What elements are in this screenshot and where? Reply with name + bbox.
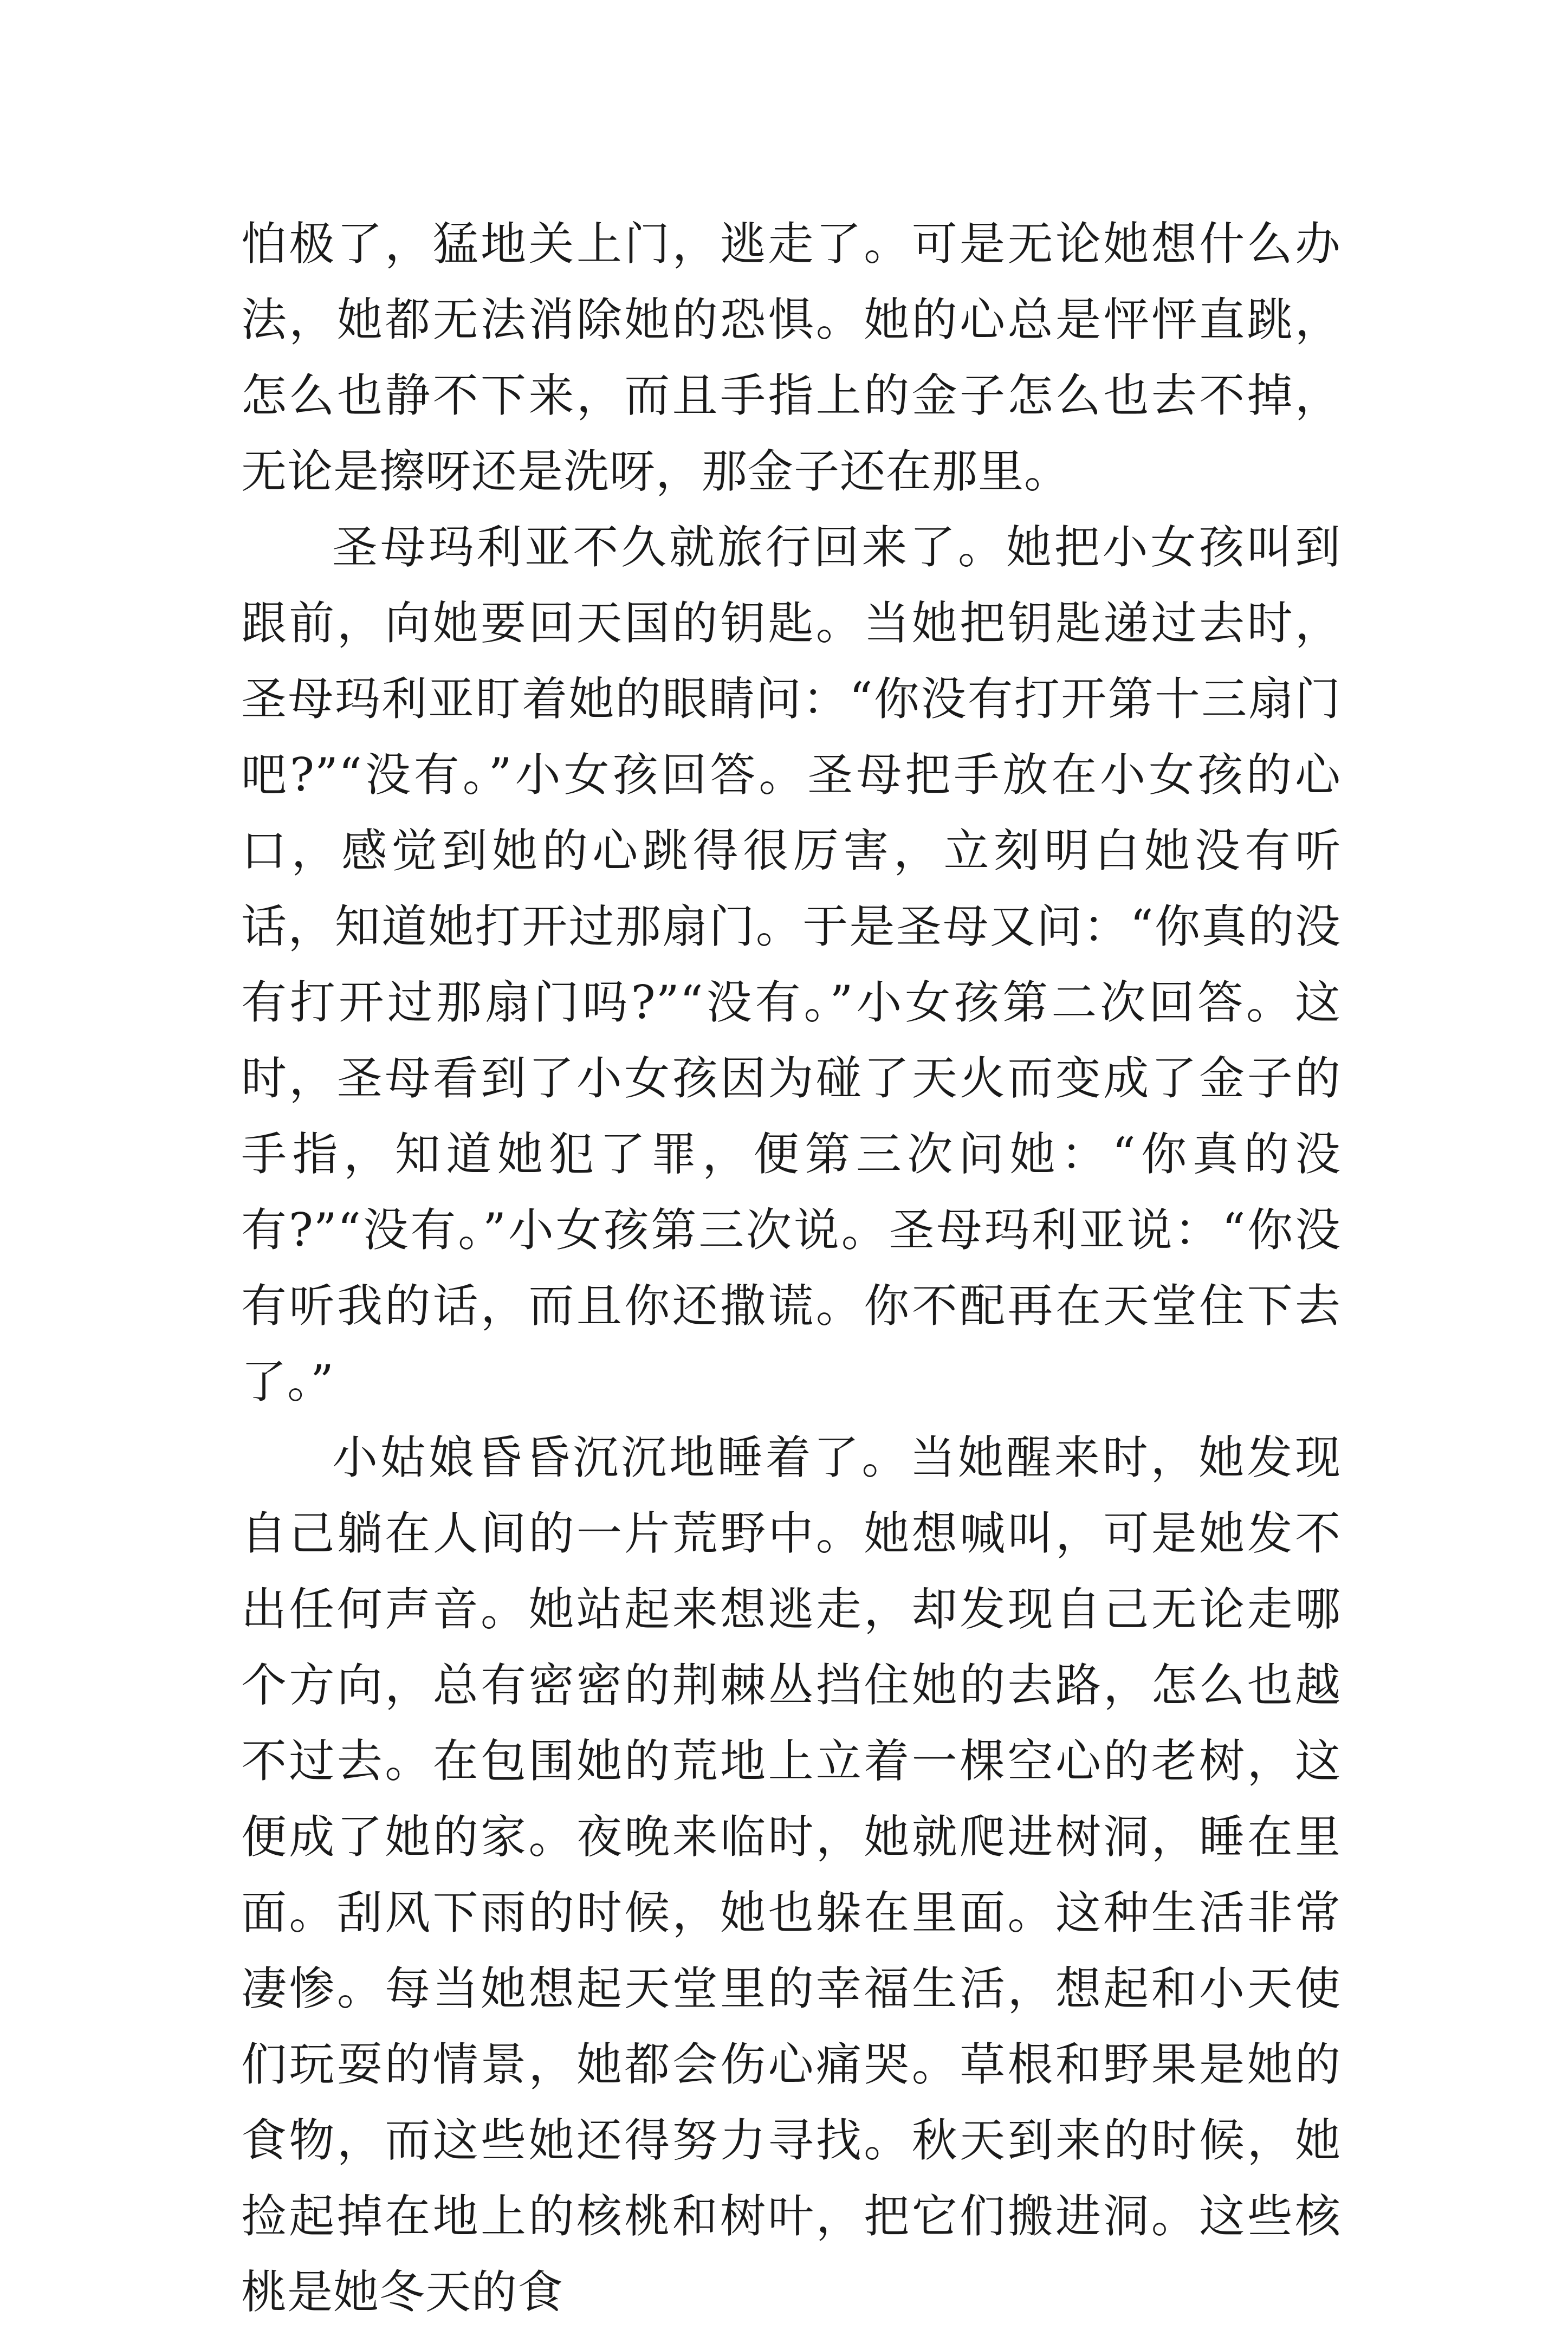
paragraph-1: 怕极了，猛地关上门，逃走了。可是无论她想什么办法，她都无法消除她的恐惧。她的心总是怦怦直跳，怎么也静不下来，而且手指上的金子怎么也去不掉，无论是擦呀还是洗呀，那金子还在那里。: [241, 217, 1341, 498]
paragraph-3: 小姑娘昏昏沉沉地睡着了。当她醒来时，她发现自己躺在人间的一片荒野中。她想喊叫，可是她发不出任何声音。她站起来想逃走，却发现自己无论走哪个方向，总有密密的荆棘丛挡住她的去路，怎么也越不过去。在包围她的荒地上立着一棵空心的老树，这便成了她的家。夜晚来临时，她就爬进树洞，睡在里面。刮风下雨的时候，她也躲在里面。这种生活非常凄惨。每当她想起天堂里的幸福生活，想起和小天使们玩耍的情景，她都会伤心痛哭。草根和野果是她的食物，而这些她还得努力寻找。秋天到来的时候，她捡起掉在地上的核桃和树叶，把它们搬进洞。这些核桃是她冬天的食: [241, 1431, 1341, 2319]
document-page: [241, 206, 1341, 2330]
paragraph-2: 圣母玛利亚不久就旅行回来了。她把小女孩叫到跟前，向她要回天国的钥匙。当她把钥匙递过去时，圣母玛利亚盯着她的眼睛问：“你没有打开第十三扇门吧?”“没有。”小女孩回答。圣母把手放在小女孩的心口，感觉到她的心跳得很厉害，立刻明白她没有听话，知道她打开过那扇门。于是圣母又问：“你真的没有打开过那扇门吗?”“没有。”小女孩第二次回答。这时，圣母看到了小女孩因为碰了天火而变成了金子的手指，知道她犯了罪，便第三次问她：“你真的没有?”“没有。”小女孩第三次说。圣母玛利亚说：“你没有听我的话，而且你还撒谎。你不配再在天堂住下去了。”: [241, 521, 1341, 1408]
